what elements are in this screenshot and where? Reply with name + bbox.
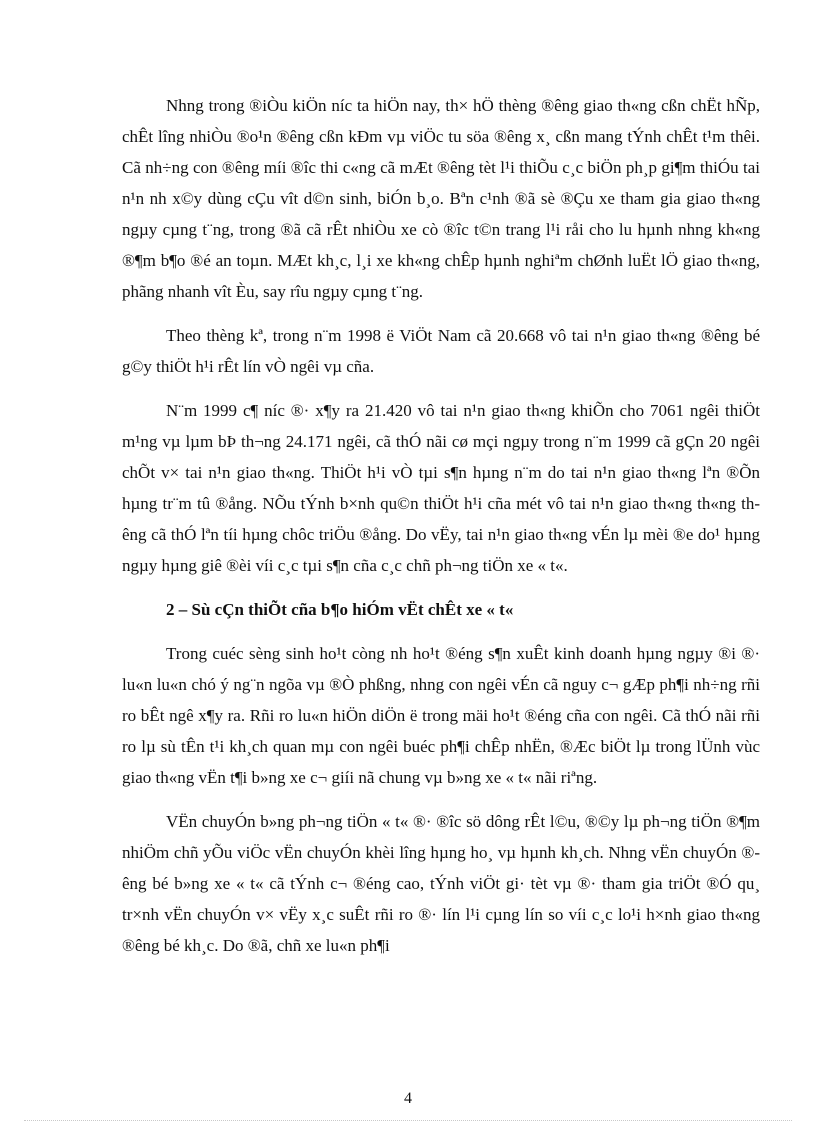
paragraph: Theo thèng kª, trong n¨m 1998 ë ViÖt Nam cã 20.668 vô tai n¹n giao th«ng ®êng bé g©y thiÖt h¹i rÊt lín vÒ ngêi vµ cña. bbox=[122, 326, 760, 376]
section-heading: 2 – Sù cÇn thiÕt cña b¶o hiÓm vËt chÊt xe « t« bbox=[166, 600, 514, 619]
paragraph: N¨m 1999 c¶ níc ®· x¶y ra 21.420 vô tai n¹n giao th«ng khiÕn cho 7061 ngêi thiÖt m¹ng vµ lµm bÞ th¬ng 24.171 ngêi, cã thÓ nãi cø mçi ngµy trong n¨m 1999 cã gÇn 20 ngêi chÕt v× tai n¹n giao th«ng. ThiÖt h¹i vÒ tµi s¶n hµng n¨m do tai n¹n giao th«ng lªn ®Õn hµng tr¨m tû ®ång. NÕu tÝnh b×nh qu©n thiÖt h¹i cña mét vô tai n¹n giao th«ng th«ng thêng cã thÓ lªn tíi hµng chôc triÖu ®ång. Do vËy, tai n¹n giao th«ng vÉn lµ mèi ®e do¹ hµng ngµy hµng giê ®èi víi c¸c tµi s¶n cña c¸c chñ ph¬ng tiÖn xe « t«. bbox=[122, 401, 760, 575]
page-number: 4 bbox=[404, 1090, 412, 1107]
document-body bbox=[122, 90, 760, 974]
paragraph: VËn chuyÓn b»ng ph¬ng tiÖn « t« ®· ®îc sö dông rÊt l©u, ®©y lµ ph¬ng tiÖn ®¶m nhiÖm chñ yÕu viÖc vËn chuyÓn khèi lîng hµng ho¸ vµ hµnh kh¸ch. Nhng vËn chuyÓn ®êng bé b»ng xe « t« cã tÝnh c¬ ®éng cao, tÝnh viÖt gi· tèt vµ ®· tham gia triÖt ®Ó qu¸ tr×nh vËn chuyÓn v× vËy x¸c suÊt rñi ro ®· lín l¹i cµng lín so víi c¸c lo¹i h×nh giao th«ng ®êng bé kh¸c. Do ®ã, chñ xe lu«n ph¶i bbox=[122, 812, 760, 955]
paragraph: Trong cuéc sèng sinh ho¹t còng nh ho¹t ®éng s¶n xuÊt kinh doanh hµng ngµy ®i ®· lu«n lu«n chó ý ng¨n ngõa vµ ®Ò phßng, nhng con ngêi vÉn cã nguy c¬ gÆp ph¶i nh÷ng rñi ro bÊt ngê x¶y ra. Rñi ro lu«n hiÖn diÖn ë trong mäi ho¹t ®éng cña con ngêi. Cã thÓ nãi rñi ro lµ sù tÊn t¹i kh¸ch quan mµ con ngêi buéc ph¶i chÊp nhËn, ®Æc biÖt lµ trong lÜnh vùc giao th«ng vËn t¶i b»ng xe c¬ giíi nã chung vµ b»ng xe « t« nãi riªng. bbox=[122, 644, 760, 787]
paragraph: Nhng trong ®iÒu kiÖn níc ta hiÖn nay, th× hÖ thèng ®êng giao th«ng cßn chËt hÑp, chÊt lîng nhiÒu ®o¹n ®êng cßn kÐm vµ viÖc tu söa ®êng x¸ cßn mang tÝnh chÊt t¹m thêi. Cã nh÷ng con ®êng míi ®îc thi c«ng cã mÆt ®êng tèt l¹i thiÕu c¸c biÖn ph¸p gi¶m thiÓu tai n¹n nh x©y dùng cÇu vît d©n sinh, biÓn b¸o. Bªn c¹nh ®ã sè ®Çu xe tham gia giao th«ng ngµy cµng t¨ng, trong ®ã cã rÊt nhiÒu xe cò ®îc t©n trang l¹i råi cho lu hµnh nhng kh«ng ®¶m b¶o ®é an toµn. MÆt kh¸c, l¸i xe kh«ng chÊp hµnh nghiªm chØnh luËt lÖ giao th«ng, phãng nhanh vît Èu, say rîu ngµy cµng t¨ng. bbox=[122, 96, 760, 301]
footer-divider bbox=[24, 1120, 792, 1121]
